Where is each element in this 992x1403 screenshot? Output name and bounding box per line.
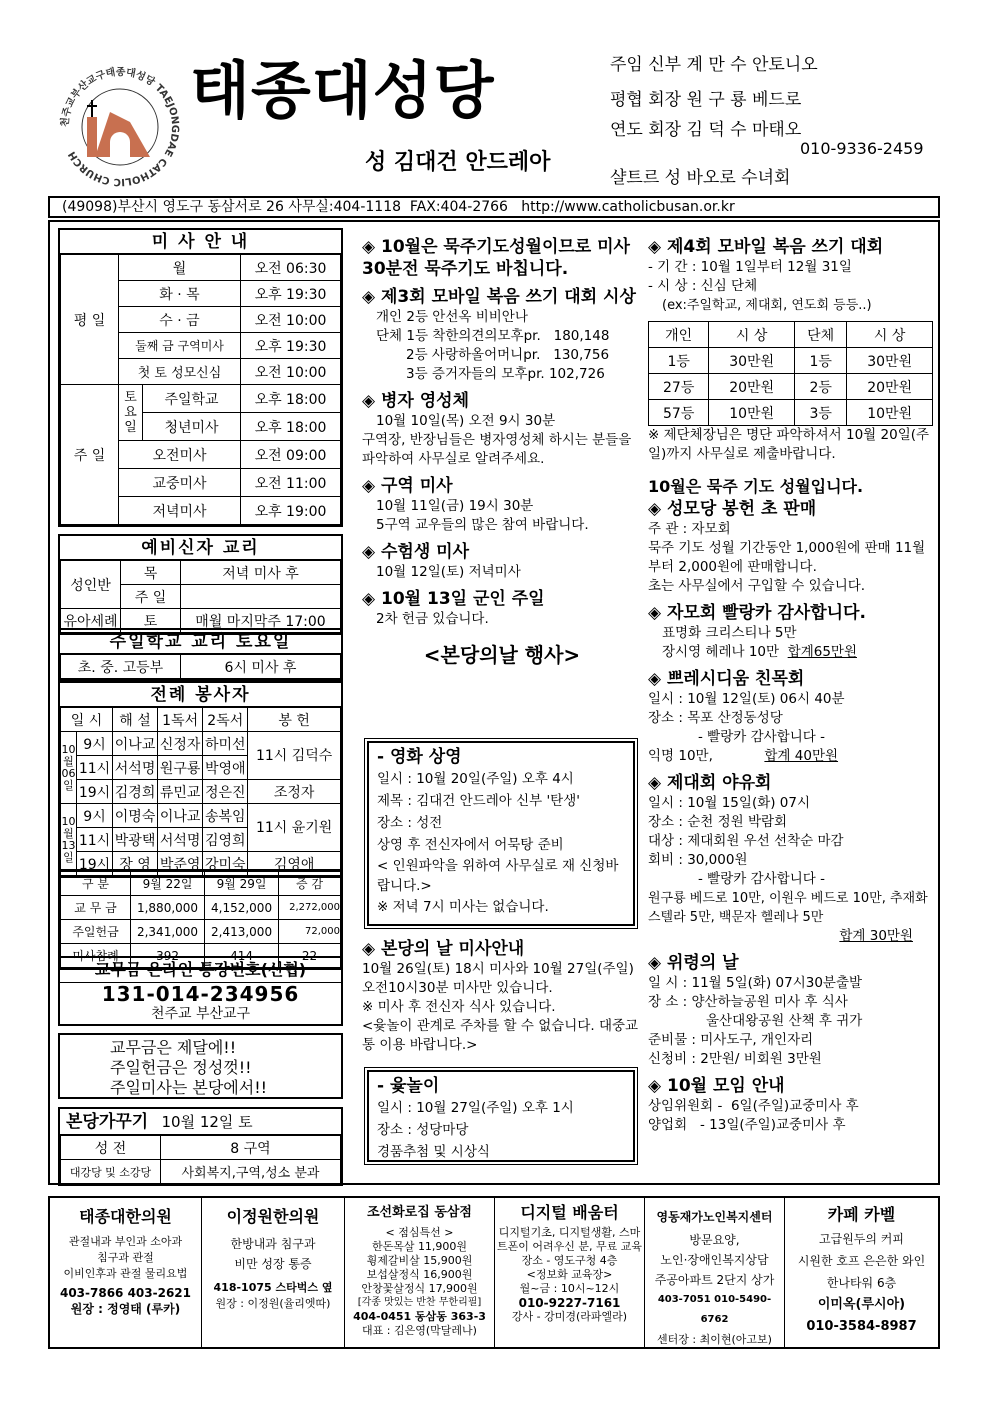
ad-phone: 404-0451 동삼동 363-3	[353, 1310, 486, 1323]
servers-time: 9시	[77, 804, 113, 828]
rosary-notice: ◈ 10월은 묵주기도성월이므로 미사 30분전 묵주기도 바칩니다.	[362, 237, 630, 279]
ad-line: <정보화 교육장>	[526, 1268, 613, 1281]
exam-line: 10월 12일(토) 저녁미사	[376, 564, 521, 580]
altar-line: 원구룡 베드로 10만, 이원우 베드로 10만, 추재화 스텔라 5만, 백문자 헬레나 5만	[648, 891, 928, 925]
finance-label: 주일헌금	[61, 920, 131, 944]
infant-baptism: 유아세례	[61, 609, 121, 633]
contest3-line: 2등 사랑하올어머니pr. 130,756	[406, 347, 610, 363]
cres-heading: ◈ 쁘레시디움 친목회	[648, 669, 805, 689]
altar-line: 대상 : 제대회원 우선 선착순 마감	[648, 833, 844, 849]
ad-line: 보섭살정식 16,900원	[366, 1268, 473, 1281]
ad-cafe	[785, 1198, 938, 1347]
district-heading: ◈ 구역 미사	[362, 476, 453, 496]
cres-line: 일시 : 10월 12일(토) 06시 40분	[648, 691, 845, 707]
adult-class: 성인반	[61, 561, 121, 609]
mass-time: 오전 10:00	[241, 307, 341, 333]
ad-name: 이정원한의원	[226, 1207, 320, 1226]
slogan: 교무금은 제달에!!	[110, 1038, 237, 1057]
finance-value: 4,152,000	[205, 896, 279, 920]
prize-cell: 2등	[794, 374, 846, 400]
prize-header: 시 상	[709, 322, 795, 348]
mass-time: 오후 19:30	[241, 281, 341, 307]
staff-council: 평협 회장 원 구 룡 베드로	[610, 90, 802, 110]
candle-line: 초는 사무실에서 구입할 수 있습니다.	[648, 578, 866, 594]
staff-pastor: 주임 신부 계 만 수 안토니오	[610, 55, 818, 75]
mothers-line: 장시영 헤레나 10만	[662, 644, 780, 660]
server: 서석명	[158, 828, 203, 852]
servers-date: 10월06일	[61, 732, 77, 804]
finance-value: 2,413,000	[205, 920, 279, 944]
catechumen-title: 예비신자 교리	[60, 536, 341, 560]
ad-line: 주공아파트 2단지 상가	[654, 1273, 775, 1287]
ad-owner: 010-3584-8987	[806, 1319, 917, 1334]
infant-time: 매월 마지막주 17:00	[181, 609, 341, 633]
ad-phone: 403-7051 010-5490-6762	[657, 1294, 772, 1325]
contest3-line: 개인 2등 안선옥 비비안나	[376, 309, 528, 325]
ad-line: 시원한 호프 은은한 와인	[797, 1254, 926, 1268]
exam-heading: ◈ 수험생 미사	[362, 542, 470, 562]
server: 신정자	[158, 732, 203, 756]
ad-name: 디지털 배움터	[520, 1203, 619, 1222]
memorial-line: 일 시 : 11월 5일(화) 07시30분출발	[648, 975, 863, 991]
ad-name: 카페 카벨	[827, 1205, 896, 1224]
server: 정은진	[203, 780, 248, 804]
movie-line: 제목 : 김대건 안드레아 신부 '탄생'	[377, 793, 580, 809]
servers-time: 19시	[77, 780, 113, 804]
server: 이명숙	[113, 804, 158, 828]
servers-header: 봉 헌	[248, 708, 341, 732]
ad-restaurant	[345, 1198, 495, 1347]
online-title: 교무금 온라인 통장번호(신협)	[60, 958, 341, 983]
finance-value: 414	[205, 944, 279, 968]
server: 이나교	[113, 732, 158, 756]
decor-team: 8 구역	[161, 1136, 341, 1160]
mass-title: 미 사 안 내	[60, 230, 341, 254]
memorial-line: 준비물 : 미사도구, 개인자리	[648, 1032, 814, 1048]
memorial-line: 신청비 : 2만원/ 비회원 3만원	[648, 1051, 822, 1067]
ad-line: 고급원두의 커피	[819, 1232, 904, 1246]
mass-day: 첫 토 성모신심	[119, 359, 241, 385]
prize-cell: 30만원	[709, 348, 795, 374]
prize-cell: 3등	[794, 400, 846, 426]
ad-line: 디지털기초, 디지털생활, 스마트폰이 어려우신 분, 무료 교육	[497, 1226, 642, 1253]
yut-line: 장소 : 성당마당	[377, 1122, 469, 1138]
ad-phone: 418-1075 스타벅스 옆	[213, 1281, 333, 1294]
ad-line: 월~금 : 10시~12시	[519, 1282, 620, 1295]
catechumen-box	[58, 534, 343, 635]
mass-time: 오후 18:00	[241, 413, 341, 441]
sick-line: 10월 10일(목) 오전 9시 30분	[376, 413, 556, 429]
server: 김영희	[203, 828, 248, 852]
sick-line: 구역장, 반장님들은 병자영성체 하시는 분들을 파악하여 사무실로 알려주세요.	[362, 432, 632, 467]
daymass-section	[362, 938, 642, 1055]
server: 박준영	[158, 852, 203, 876]
ad-line: 노인·장애인복지상담	[660, 1253, 769, 1267]
meeting-heading: ◈ 10월 모임 안내	[648, 1076, 785, 1096]
daymass-line: <윷놀이 관계로 주차를 할 수 없습니다. 대중교통 이용 바랍니다.>	[362, 1018, 639, 1053]
address-bar: (49098)부산시 영도구 동삼서로 26 사무실:404-1118 FAX:404-2766 http://www.catholicbusan.or.kr	[48, 196, 940, 218]
prize-cell: 20만원	[709, 374, 795, 400]
infant-day: 토	[121, 609, 181, 633]
weekday-label: 평 일	[61, 255, 119, 385]
ad-line: < 점심특선 >	[385, 1226, 454, 1239]
ad-line: 침구과 관절	[97, 1251, 154, 1264]
ad-owner: 강사 - 강미경(라파엘라)	[511, 1310, 628, 1323]
mass-schedule	[58, 228, 343, 527]
candle-line: 주 관 : 자모회	[648, 521, 731, 537]
military-line: 2차 헌금 있습니다.	[376, 611, 489, 627]
decor-place: 성 전	[61, 1136, 161, 1160]
contest3-line: 단체 1등 착한의견의모후pr. 180,148	[376, 328, 610, 344]
mass-time: 오후 18:00	[241, 385, 341, 413]
server: 장 영	[113, 852, 158, 876]
servers-offer: 11시 김덕수	[248, 732, 341, 780]
ad-line: 장소 - 영도구청 4층	[521, 1254, 618, 1267]
logo-ring-text: 천주교부산교구태종대성당 TAEJONGDAE CATHOLIC CHURCH	[59, 66, 181, 188]
ad-phone: 403-7866 403-2621	[59, 1286, 192, 1300]
yut-heading: - 윷놀이	[377, 1076, 440, 1096]
mothers-line: 표명화 크리스티나 5만	[662, 625, 797, 641]
slogan: 주일미사는 본당에서!!	[110, 1078, 268, 1097]
daymass-heading: ◈ 본당의 날 미사안내	[362, 939, 525, 959]
slogan: 주일헌금은 정성껏!!	[110, 1058, 252, 1077]
decor-team: 사회복지,구역,성소 분과	[161, 1160, 341, 1184]
servers-time: 19시	[77, 852, 113, 876]
mass-day: 오전미사	[119, 441, 241, 469]
cres-total: 합계 40만원	[764, 748, 839, 764]
ad-owner: 센터장 : 최이현(아고보)	[657, 1333, 772, 1346]
movie-line: < 인원파악을 위하여 사무실로 재 신청바랍니다.>	[377, 858, 619, 894]
ad-line: 한돈목살 11,900원	[371, 1240, 468, 1253]
sunday-label: 주 일	[61, 385, 119, 525]
server: 류민교	[158, 780, 203, 804]
ad-line: 한나타워 6층	[826, 1276, 897, 1290]
staff-yeondo: 연도 회장 김 덕 수 마태오	[610, 120, 802, 140]
decor-box	[58, 1107, 343, 1186]
server: 송복임	[203, 804, 248, 828]
servers-time: 9시	[77, 732, 113, 756]
church-logo	[55, 62, 185, 192]
altar-line: 일시 : 10월 15일(화) 07시	[648, 795, 811, 811]
prize-cell: 1등	[649, 348, 709, 374]
ad-line: 방문요양,	[689, 1233, 740, 1247]
rosary-month: 10월은 묵주 기도 성월입니다.	[648, 477, 864, 496]
ad-phone: 이미옥(루시아)	[817, 1297, 906, 1312]
mass-time: 오후 19:30	[241, 333, 341, 359]
movie-line: ※ 저녁 7시 미사는 없습니다.	[377, 899, 549, 915]
mass-day: 교중미사	[119, 469, 241, 497]
server: 서석명	[113, 756, 158, 780]
ad-owner: 원장 : 이정원(율리엣따)	[215, 1297, 331, 1310]
staff-sisters: 샬트르 성 바오로 수녀회	[610, 168, 791, 188]
yut-line: 경품추첨 및 시상식	[377, 1144, 490, 1160]
altar-line: 장소 : 순천 정원 박람회	[648, 814, 788, 830]
server: 김영애	[248, 852, 341, 876]
movie-heading: - 영화 상영	[377, 747, 462, 767]
servers-header: 2독서	[203, 708, 248, 732]
cres-line: 장소 : 목포 산정동성당	[648, 710, 783, 726]
school-grade: 초. 중. 고등부	[61, 655, 181, 679]
memorial-line: 장 소 : 양산하늘공원 미사 후 식사	[648, 994, 848, 1010]
ad-line: 관절내과 부인과 소아과	[68, 1235, 183, 1248]
servers-offer: 11시 윤기원	[248, 804, 341, 852]
ad-clinic	[50, 1198, 202, 1347]
prize-header: 개인	[649, 322, 709, 348]
servers-time: 11시	[77, 828, 113, 852]
saturday-label: 토요일	[119, 385, 143, 441]
ad-line: 안창꽃살정식 17,900원	[361, 1282, 478, 1295]
cres-line: - 빨랑카 감사합니다 -	[698, 729, 825, 745]
server: 이나교	[158, 804, 203, 828]
ad-name: 태종대한의원	[79, 1207, 172, 1226]
server: 강미숙	[203, 852, 248, 876]
ad-line: [각종 맛있는 반찬 무한리필]	[357, 1297, 482, 1308]
ad-line: 휭제갈비살 15,900원	[366, 1254, 473, 1267]
daymass-line: ※ 미사 후 전신자 식사 있습니다.	[362, 999, 556, 1015]
prize-cell: 57등	[649, 400, 709, 426]
finance-header: 구 분	[61, 872, 131, 896]
servers-box	[58, 681, 343, 878]
finance-box	[58, 869, 343, 970]
ad-line: 이비인후과 관절 물리요법	[63, 1267, 188, 1280]
yut-box	[367, 1070, 635, 1162]
yut-line: 일시 : 10월 27일(주일) 오후 1시	[377, 1100, 574, 1116]
mass-day: 저녁미사	[119, 497, 241, 525]
account-number: 131-014-234956	[101, 982, 300, 1006]
finance-header: 증 감	[279, 872, 341, 896]
candle-line: 묵주 기도 성월 기간동안 1,000원에 판매 11월부터 2,000원에 판매합니다.	[648, 540, 926, 575]
prize-table	[648, 321, 933, 426]
account-owner: 천주교 부산교구	[150, 1006, 251, 1022]
memorial-heading: ◈ 위령의 날	[648, 953, 739, 973]
contest3-heading: ◈ 제3회 모바일 복음 쓰기 대회 시상	[362, 287, 636, 307]
district-line: 10월 11일(금) 19시 30분	[376, 498, 534, 514]
adult-day: 목	[121, 561, 181, 585]
ad-digital	[495, 1198, 645, 1347]
ad-clinic2	[202, 1198, 345, 1347]
finance-value: 392	[131, 944, 205, 968]
cres-anon: 익명 10만,	[648, 748, 713, 764]
finance-label: 교 무 금	[61, 896, 131, 920]
ad-phone: 010-9227-7161	[518, 1296, 621, 1310]
mass-time: 오전 10:00	[241, 359, 341, 385]
servers-header: 일 시	[61, 708, 113, 732]
district-line: 5구역 교우들의 많은 참여 바랍니다.	[376, 517, 589, 533]
server: 하미선	[203, 732, 248, 756]
candle-heading: ◈ 성모당 봉헌 초 판매	[648, 499, 817, 519]
mass-day: 청년미사	[143, 413, 241, 441]
prize-cell: 27등	[649, 374, 709, 400]
ads-footer	[48, 1196, 940, 1349]
staff-phone: 010-9336-2459	[800, 139, 924, 158]
church-title: 태종대성당	[190, 54, 495, 127]
altar-line: 회비 : 30,000원	[648, 852, 748, 868]
prize-header: 시 상	[847, 322, 933, 348]
servers-header: 해 설	[113, 708, 158, 732]
finance-header: 9월 22일	[131, 872, 205, 896]
contest3-line: 3등 증거자들의 모후pr. 102,726	[406, 366, 605, 382]
finance-value: 22	[279, 944, 341, 968]
prize-cell: 10만원	[709, 400, 795, 426]
mass-day: 둘째 금 구역미사	[119, 333, 241, 359]
daymass-line: 10월 26일(토) 18시 미사와 10월 27일(주일) 오전10시30분 미사만 있습니다.	[362, 961, 634, 996]
servers-header: 1독서	[158, 708, 203, 732]
decor-date: 10월 12일 토	[161, 1113, 253, 1131]
online-box	[58, 956, 343, 1026]
prize-cell: 10만원	[847, 400, 933, 426]
mothers-total: 합계65만원	[787, 644, 857, 660]
altar-heading: ◈ 제대회 야유회	[648, 773, 772, 793]
server: 박광택	[113, 828, 158, 852]
finance-value: 2,272,000	[279, 896, 341, 920]
ad-name: 조선화로집 동삼점	[367, 1205, 472, 1220]
adult-day2: 주 일	[121, 585, 181, 609]
prize-cell: 30만원	[847, 348, 933, 374]
contest4-heading: ◈ 제4회 모바일 복음 쓰기 대회	[648, 237, 884, 257]
military-heading: ◈ 10월 13일 군인 주일	[362, 589, 545, 609]
prize-header: 단체	[794, 322, 846, 348]
mass-day: 주일학교	[143, 385, 241, 413]
sick-heading: ◈ 병자 영성체	[362, 391, 470, 411]
finance-value: 2,341,000	[131, 920, 205, 944]
mass-time: 오전 09:00	[241, 441, 341, 469]
mass-day: 화 · 목	[119, 281, 241, 307]
ad-line: 비만 성장 통증	[234, 1257, 312, 1271]
school-time: 6시 미사 후	[181, 655, 341, 679]
ad-line: 한방내과 침구과	[230, 1237, 316, 1251]
altar-total: 합계 30만원	[839, 928, 913, 944]
mothers-heading: ◈ 자모회 빨랑카 감사합니다.	[648, 603, 866, 623]
ad-welfare	[645, 1198, 785, 1347]
prize-note: ※ 제단체장님은 명단 파악하셔서 10월 20일(주일)까지 사무실로 제출바랍니다.	[648, 427, 930, 462]
contest4-line: - 시 상 : 신심 단체	[648, 278, 758, 294]
finance-label: 미사참례	[61, 944, 131, 968]
meeting-line: 양업회 - 13일(주일)교중미사 후	[648, 1117, 846, 1133]
movie-line: 장소 : 성전	[377, 815, 443, 831]
movie-line: 일시 : 10월 20일(주일) 오후 4시	[377, 771, 574, 787]
finance-value: 1,880,000	[131, 896, 205, 920]
servers-title: 전례 봉사자	[60, 683, 341, 707]
movie-line: 상영 후 전신자에서 어묵탕 준비	[377, 837, 564, 853]
mass-table	[60, 254, 341, 525]
ad-name: 영동재가노인복지센터	[656, 1210, 773, 1224]
server: 박영애	[203, 756, 248, 780]
servers-time: 11시	[77, 756, 113, 780]
contest4-line: (ex:주일학교, 제대회, 연도회 등등..)	[662, 298, 872, 313]
sunday-school-title: 주일학교 교리 토요일	[60, 630, 341, 654]
ad-owner: 대표 : 김은영(막달레나)	[362, 1324, 477, 1337]
prize-cell: 1등	[794, 348, 846, 374]
servers-date: 10월13일	[61, 804, 77, 876]
mass-day: 수 · 금	[119, 307, 241, 333]
decor-place: 대강당 및 소강당	[61, 1160, 161, 1184]
ad-owner: 원장 : 정영태 (루카)	[70, 1302, 181, 1316]
mass-time: 오전 11:00	[241, 469, 341, 497]
movie-box	[367, 741, 635, 926]
meeting-line: 상임위원회 - 6일(주일)교중미사 후	[648, 1098, 859, 1114]
adult-time: 저녁 미사 후	[181, 561, 341, 585]
server: 조정자	[248, 780, 341, 804]
mass-time: 오전 06:30	[241, 255, 341, 281]
right-column	[648, 236, 933, 1135]
mass-day: 월	[119, 255, 241, 281]
slogan-box	[58, 1033, 343, 1099]
contest4-line: - 기 간 : 10월 1일부터 12월 31일	[648, 259, 852, 275]
altar-line: - 빨랑카 감사합니다 -	[698, 871, 825, 887]
memorial-line: 울산대왕공원 산책 후 귀가	[706, 1013, 863, 1029]
parish-day-title: <본당의날 행사>	[423, 643, 581, 667]
decor-title: 본당가꾸기	[66, 1112, 149, 1132]
church-patron: 성 김대건 안드레아	[365, 150, 551, 175]
middle-column	[362, 236, 642, 668]
prize-cell: 20만원	[847, 374, 933, 400]
finance-value: 72,000	[279, 920, 341, 944]
mass-time: 오후 19:00	[241, 497, 341, 525]
server: 김경희	[113, 780, 158, 804]
finance-header: 9월 29일	[205, 872, 279, 896]
sunday-school-box	[58, 628, 343, 681]
server: 원구룡	[158, 756, 203, 780]
